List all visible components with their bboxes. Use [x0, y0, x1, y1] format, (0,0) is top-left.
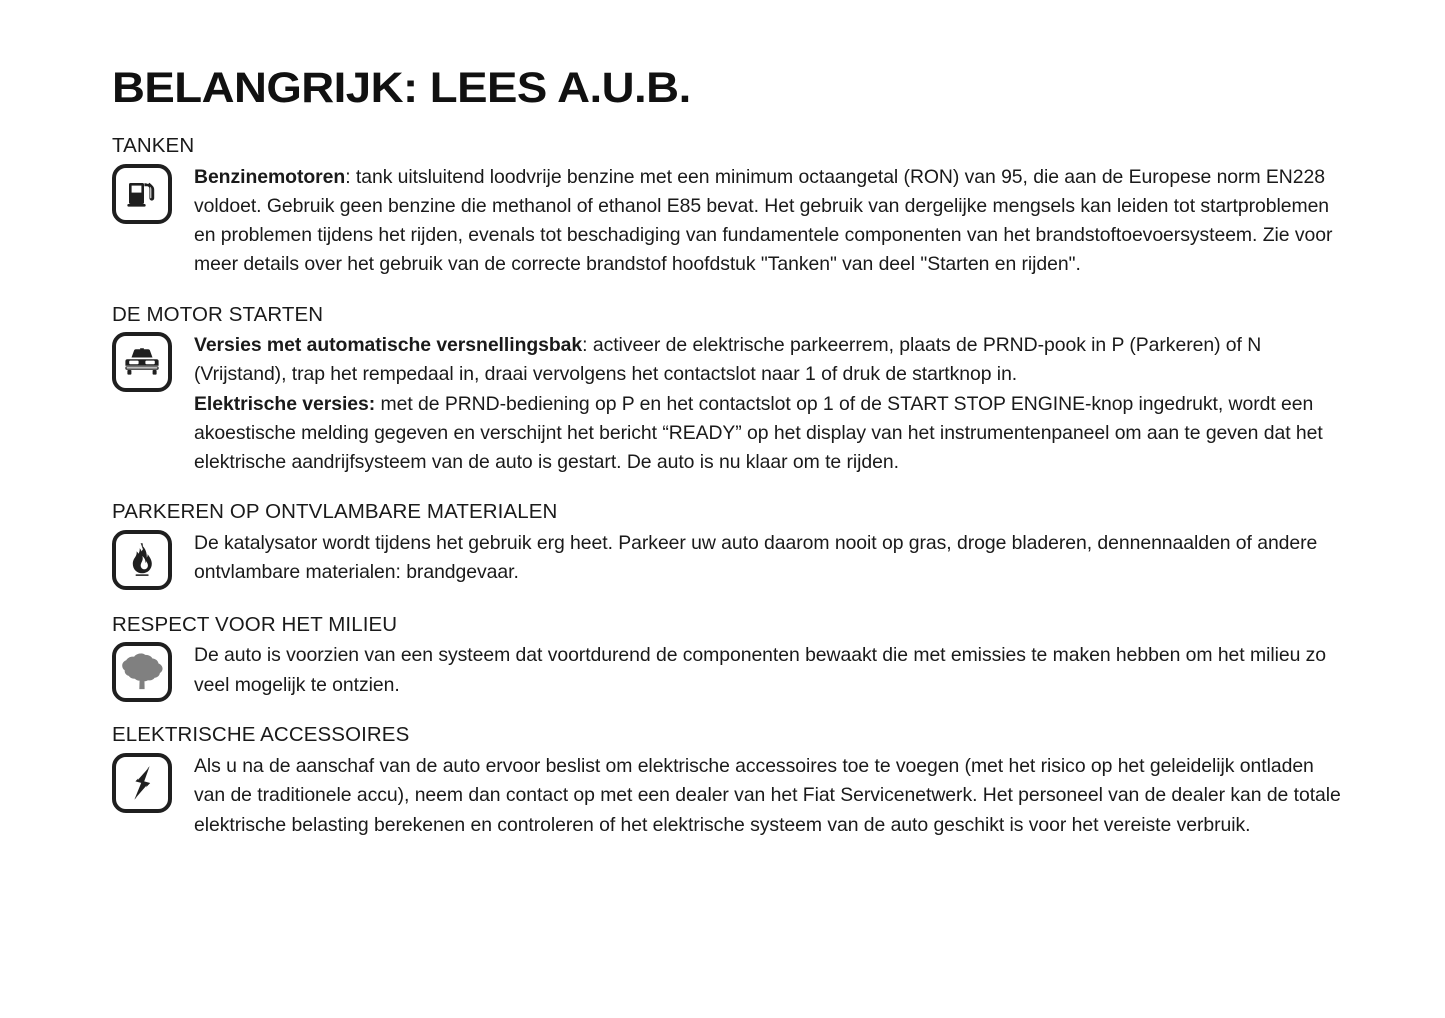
paragraph-lead: Versies met automatische versnellingsbak [194, 334, 583, 357]
section-heading-de-motor-starten: DE MOTOR STARTEN [112, 302, 324, 326]
paragraph-group-tanken [194, 162, 1350, 280]
lightning-bolt-icon [112, 753, 172, 813]
paragraph-text: : tank uitsluitend loodvrije benzine met een minimum octaangetal (RON) van 95, die aan de Europese norm EN228 voldoet. Gebruik geen benzine die methanol of ethanol E85 bevat. Het gebruik van dergelijke mengsels kan leiden tot startproblemen en problemen tijdens het rijden, evenals tot beschadiging van fundamentele componenten van het brandstoftoevoersysteem. Zie voor meer details over het gebruik van de correcte brandstof hoofdstuk "Tanken" van deel "Starten en rijden". [194, 165, 1333, 276]
section-body-parkeren [112, 528, 1350, 590]
page-title: BELANGRIJK: LEES A.U.B. [112, 64, 691, 112]
tree-icon [112, 642, 172, 702]
section-body-de-motor-starten [112, 330, 1350, 477]
car-front-icon [112, 332, 172, 392]
paragraph-text: Als u na de aanschaf van de auto ervoor beslist om elektrische accessoires toe te voegen (met het risico op het geleidelijk ontladen van de traditionele accu), neem dan contact op met een dealer van het Fiat Servicenetwerk. Het personeel van de dealer kan de totale elektrische belasting berekenen en controleren of het elektrische systeem van de auto geschikt is voor het vereiste verbruik. [194, 755, 1341, 836]
section-respect-voor-het-milieu [112, 612, 1350, 703]
fuel-pump-icon [112, 164, 172, 224]
section-de-motor-starten [112, 302, 1350, 478]
section-heading-tanken: TANKEN [112, 134, 195, 158]
paragraph [194, 331, 1350, 389]
section-heading-accessoires: ELEKTRISCHE ACCESSOIRES [112, 723, 410, 747]
flame-icon [112, 530, 172, 590]
section-tanken [112, 133, 1350, 279]
paragraph-group-de-motor-starten [194, 330, 1350, 477]
paragraph-group-milieu [194, 640, 1350, 699]
paragraph-group-accessoires [194, 751, 1350, 840]
paragraph-text: met de PRND-bediening op P en het contactslot op 1 of de START STOP ENGINE-knop ingedrukt, wordt een akoestische melding gegeven en verschijnt het bericht “READY” op het display van het instrumentenpaneel om aan te geven dat het elektrische aandrijfsysteem van de auto is gestart. De auto is nu klaar om te rijden. [194, 392, 1323, 474]
paragraph-text: De auto is voorzien van een systeem dat voortdurend de componenten bewaakt die met emissies te maken hebben om het milieu zo veel mogelijk te ontzien. [194, 644, 1327, 696]
section-heading-milieu: RESPECT VOOR HET MILIEU [112, 612, 398, 636]
paragraph-text: : activeer de elektrische parkeerrem, plaats de PRND-pook in P (Parkeren) of N (Vrijstand), trap het rempedaal in, draai vervolgens het contactslot naar 1 of druk de startknop in. [194, 334, 1262, 386]
paragraph [194, 529, 1350, 587]
paragraph-lead: Elektrische versies: [194, 392, 376, 415]
paragraph [194, 752, 1350, 840]
section-body-tanken [112, 162, 1350, 280]
paragraph [194, 163, 1350, 280]
paragraph-text: De katalysator wordt tijdens het gebruik erg heet. Parkeer uw auto daarom nooit op gras, droge bladeren, dennennaalden of andere ontvlambare materialen: brandgevaar. [194, 531, 1318, 584]
section-elektrische-accessoires [112, 722, 1350, 839]
section-heading-parkeren: PARKEREN OP ONTVLAMBARE MATERIALEN [112, 500, 558, 524]
paragraph [194, 390, 1350, 478]
paragraph [194, 641, 1350, 699]
section-body-accessoires [112, 751, 1350, 840]
paragraph-group-parkeren [194, 528, 1350, 587]
section-body-milieu [112, 640, 1350, 702]
section-parkeren-op-ontvlambare-materialen [112, 499, 1350, 590]
paragraph-lead: Benzinemotoren [194, 165, 346, 188]
